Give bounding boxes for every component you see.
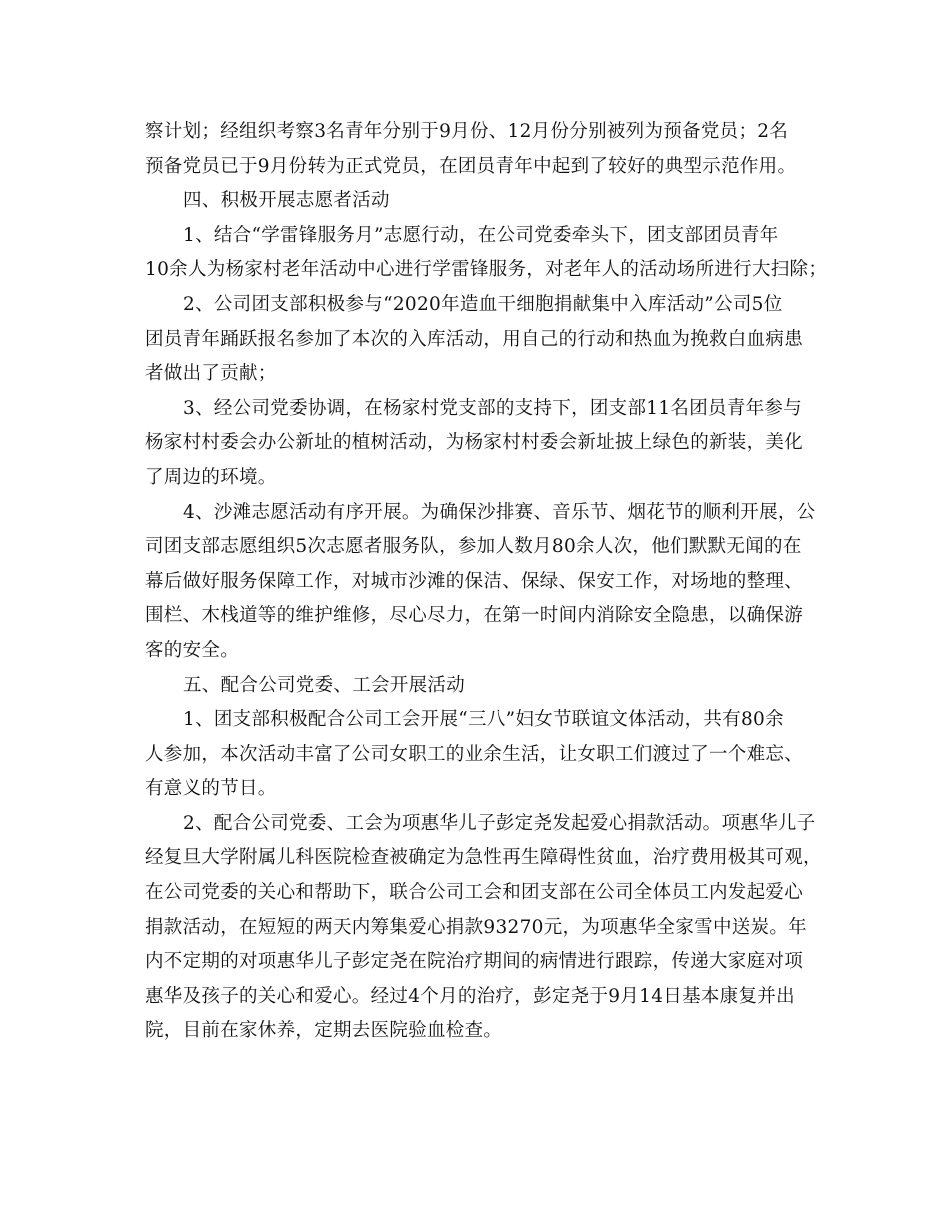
text-line: 了周边的环境。 bbox=[145, 466, 277, 488]
text-line: 在公司党委的关心和帮助下，联合公司工会和团支部在公司全体员工内发起爱心 bbox=[145, 882, 804, 904]
text-line: 10余人为杨家村老年活动中心进行学雷锋服务，对老年人的活动场所进行大扫除； bbox=[145, 259, 828, 281]
text-line: 司团支部志愿组织5次志愿者服务队，参加人数月80余人次，他们默默无闻的在 bbox=[145, 536, 802, 558]
text-line: 1、结合“学雷锋服务月”志愿行动，在公司党委牵头下，团支部团员青年 bbox=[183, 224, 779, 246]
text-line: 4、沙滩志愿活动有序开展。为确保沙排赛、音乐节、烟花节的顺利开展，公 bbox=[183, 501, 816, 523]
text-line: 四、积极开展志愿者活动 bbox=[183, 190, 390, 212]
text-line: 经复旦大学附属儿科医院检查被确定为急性再生障碍性贫血，治疗费用极其可观， bbox=[145, 847, 822, 869]
text-line: 预备党员已于9月份转为正式党员，在团员青年中起到了较好的典型示范作用。 bbox=[145, 155, 797, 177]
text-line: 3、经公司党委协调，在杨家村党支部的支持下，团支部11名团员青年参与 bbox=[183, 397, 803, 419]
text-line: 内不定期的对项惠华儿子彭定尧在院治疗期间的病情进行跟踪，传递大家庭对项 bbox=[145, 951, 804, 973]
text-line: 幕后做好服务保障工作，对城市沙滩的保洁、保绿、保安工作，对场地的整理、 bbox=[145, 570, 804, 592]
text-line: 院，目前在家休养，定期去医院验血检查。 bbox=[145, 1020, 503, 1042]
text-line: 五、配合公司党委、工会开展活动 bbox=[183, 674, 466, 696]
text-line: 者做出了贡献； bbox=[145, 363, 277, 385]
text-line: 杨家村村委会办公新址的植树活动，为杨家村村委会新址披上绿色的新装，美化 bbox=[145, 432, 804, 454]
text-line: 1、团支部积极配合公司工会开展“三八”妇女节联谊文体活动，共有80余 bbox=[183, 709, 784, 731]
text-line: 团员青年踊跃报名参加了本次的入库活动，用自己的行动和热血为挽救白血病患 bbox=[145, 328, 804, 350]
text-line: 客的安全。 bbox=[145, 639, 240, 661]
text-line: 捐款活动，在短短的两天内筹集爱心捐款93270元，为项惠华全家雪中送炭。年 bbox=[145, 916, 807, 938]
document-body bbox=[145, 115, 828, 1049]
text-line: 围栏、木栈道等的维护维修，尽心尽力，在第一时间内消除安全隐患，以确保游 bbox=[145, 605, 804, 627]
text-line: 有意义的节日。 bbox=[145, 778, 277, 800]
text-line: 察计划；经组织考察3名青年分别于9月份、12月份分别被列为预备党员；2名 bbox=[145, 121, 789, 142]
text-line: 2、配合公司党委、工会为项惠华儿子彭定尧发起爱心捐款活动。项惠华儿子 bbox=[183, 812, 816, 834]
text-line: 惠华及孩子的关心和爱心。经过4个月的治疗，彭定尧于9月14日基本康复并出 bbox=[145, 985, 795, 1007]
text-line: 人参加，本次活动丰富了公司女职工的业余生活，让女职工们渡过了一个难忘、 bbox=[145, 743, 804, 765]
text-line: 2、公司团支部积极参与“2020年造血干细胞捐献集中入库活动”公司5位 bbox=[183, 293, 783, 315]
